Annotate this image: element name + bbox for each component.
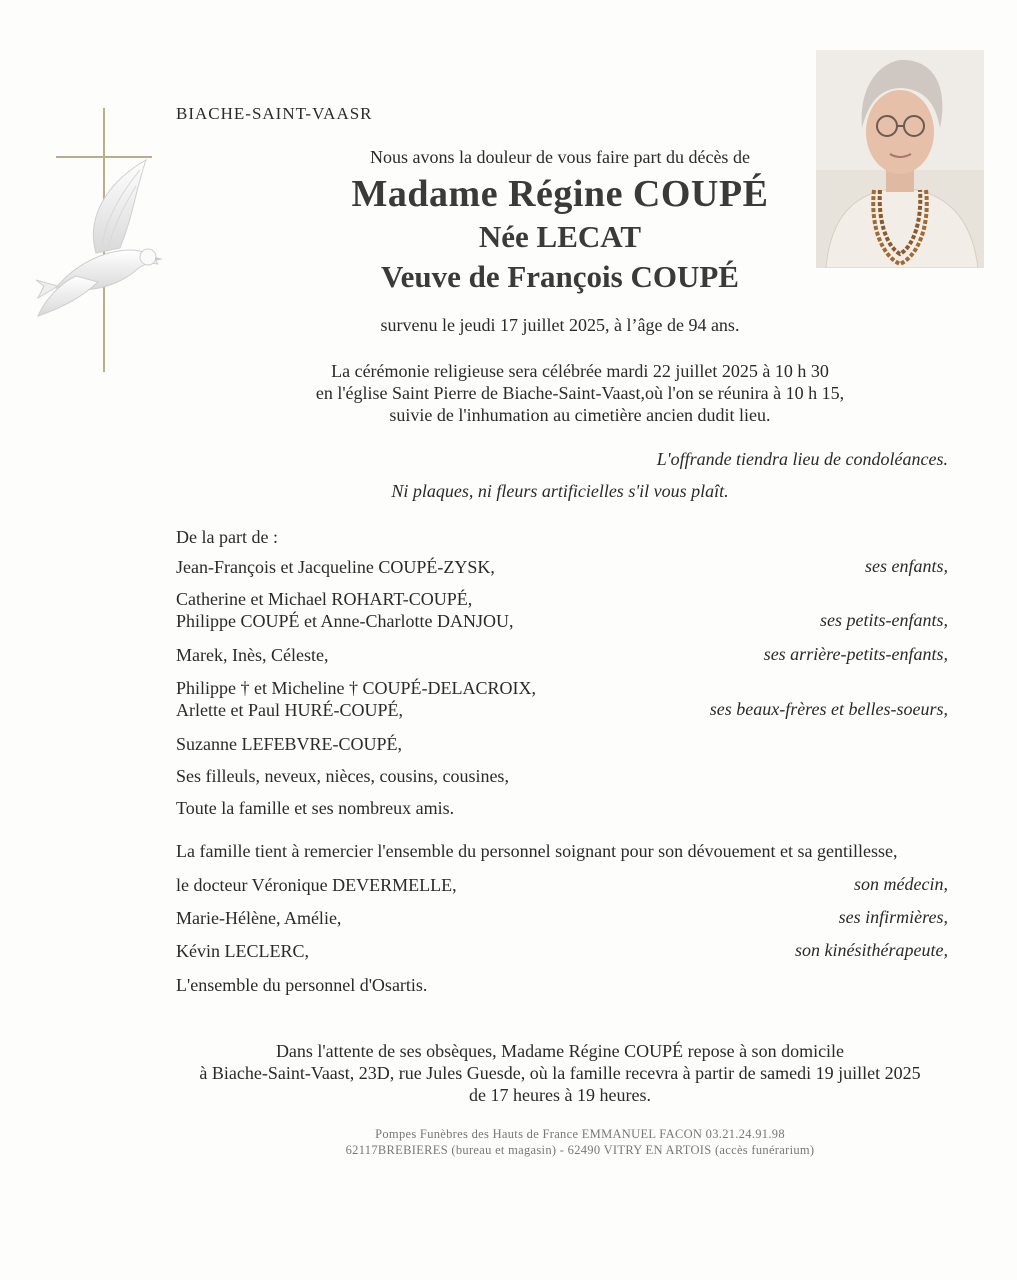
death-date: survenu le jeudi 17 juillet 2025, à l’âge de 94 ans. [380,315,740,335]
funeral-home-footer [200,1126,960,1158]
closing-line: Dans l'attente de ses obsèques, Madame Régine COUPÉ repose à son domicile [275,1041,845,1061]
visitation-details [150,1040,970,1106]
family-line: Philippe COUPÉ et Anne-Charlotte DANJOU, [176,611,514,631]
deceased-name: Madame Régine COUPÉ [351,173,769,215]
no-flowers-note: Ni plaques, ni fleurs artificielles s'il vous plaît. [391,481,729,501]
dove-icon [36,158,166,318]
footer-line: 62117BREBIERES (bureau et magasin) - 62490 VITRY EN ARTOIS (accès funérarium) [345,1143,815,1157]
family-relation: ses petits-enfants, [820,610,948,630]
announcement-intro: Nous avons la douleur de vous faire part du décès de [370,147,750,167]
widow-of: Veuve de François COUPÉ [381,259,739,294]
portrait-photo [816,50,984,268]
town-name: BIACHE-SAINT-VAASR [176,104,373,123]
family-line: Marek, Inès, Céleste, [176,645,329,665]
ceremony-line: en l'église Saint Pierre de Biache-Saint-Vaast,où l'on se réunira à 10 h 15, [315,383,845,403]
family-line: Toute la famille et ses nombreux amis. [176,798,455,818]
thanks-relation: ses infirmières, [838,907,948,927]
ceremony-line: suivie de l'inhumation au cimetière ancien dudit lieu. [389,405,771,425]
thanks-name: le docteur Véronique DEVERMELLE, [176,875,457,895]
maiden-name: Née LECAT [478,219,642,254]
family-relation: ses arrière-petits-enfants, [763,644,948,664]
closing-line: à Biache-Saint-Vaast, 23D, rue Jules Guesde, où la famille recevra à partir de samedi 19 juillet 2025 [199,1063,921,1083]
offering-note: L'offrande tiendra lieu de condoléances. [656,449,948,469]
from-label: De la part de : [176,527,278,547]
thanks-name: Kévin LECLERC, [176,941,309,961]
thanks-name: Marie-Hélène, Amélie, [176,908,342,928]
footer-line: Pompes Funèbres des Hauts de France EMMANUEL FACON 03.21.24.91.98 [375,1127,785,1141]
family-line: Catherine et Michael ROHART-COUPÉ, [176,589,473,609]
family-line: Suzanne LEFEBVRE-COUPÉ, [176,734,402,754]
family-line: Arlette et Paul HURÉ-COUPÉ, [176,700,403,720]
thanks-relation: son kinésithérapeute, [795,940,948,960]
family-line: Ses filleuls, neveux, nièces, cousins, cousines, [176,766,509,786]
family-relation: ses enfants, [865,556,948,576]
family-line: Jean-François et Jacqueline COUPÉ-ZYSK, [176,557,495,577]
family-line: Philippe † et Micheline † COUPÉ-DELACROIX, [176,678,536,698]
thanks-relation: son médecin, [854,874,948,894]
closing-line: de 17 heures à 19 heures. [469,1085,651,1105]
ceremony-line: La cérémonie religieuse sera célébrée mardi 22 juillet 2025 à 10 h 30 [331,361,829,381]
thanks-intro: La famille tient à remercier l'ensemble du personnel soignant pour son dévouement et sa gentillesse, [176,841,898,861]
thanks-name: L'ensemble du personnel d'Osartis. [176,975,428,995]
ceremony-details [200,360,960,426]
family-relation: ses beaux-frères et belles-soeurs, [709,699,948,719]
